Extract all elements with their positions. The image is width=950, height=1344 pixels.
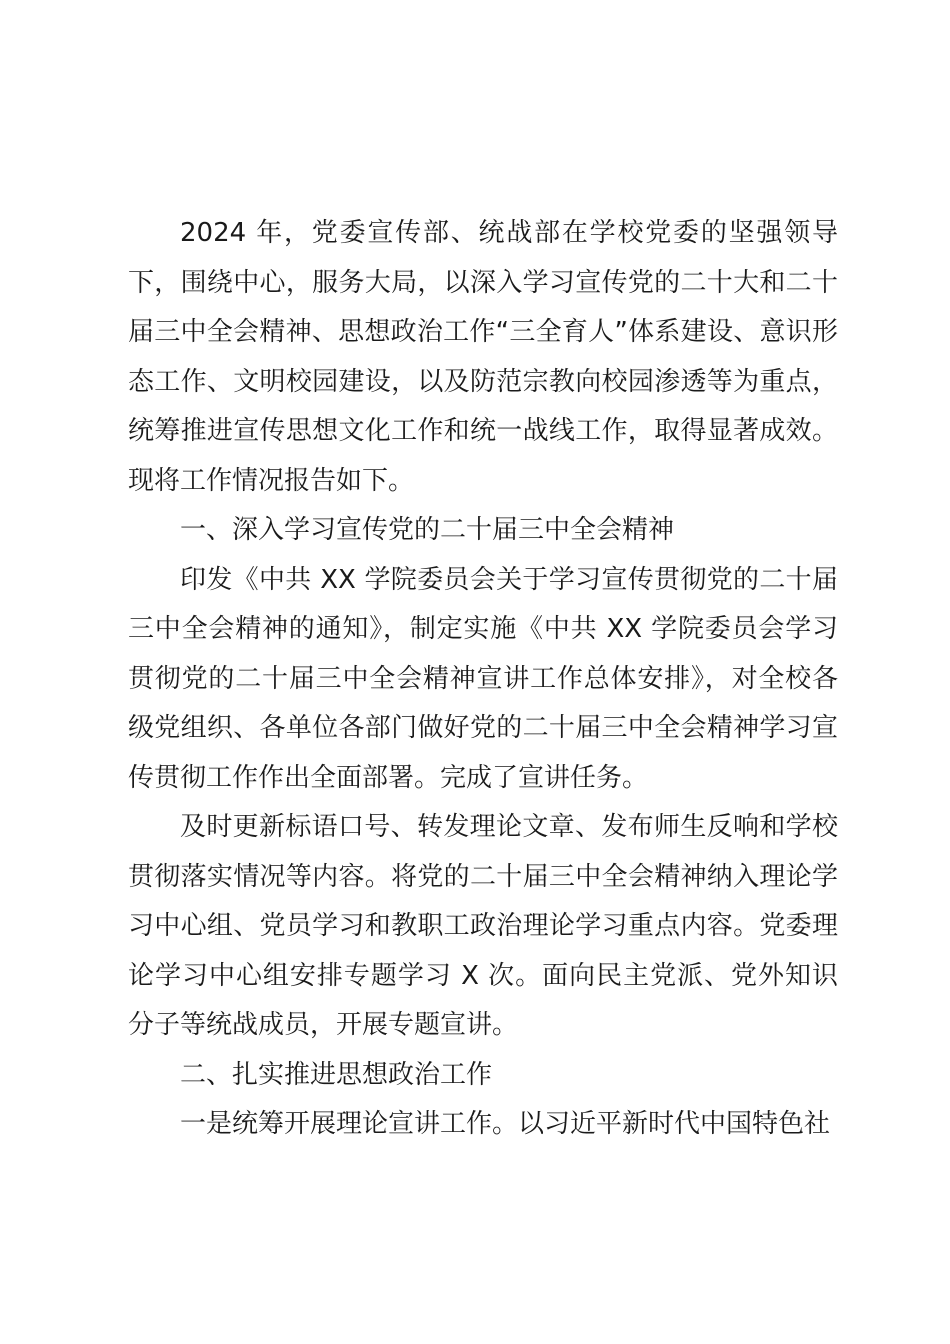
body-paragraph: 及时更新标语口号、转发理论文章、发布师生反响和学校贯彻落实情况等内容。将党的二十届三中全会精神纳入理论学习中心组、党员学习和教职工政治理论学习重点内容。党委理论学习中心组安排专题学习 X 次。面向民主党派、党外知识分子等统战成员，开展专题宣讲。 xyxy=(128,812,838,1040)
document-body xyxy=(128,209,838,1150)
body-paragraph: 印发《中共 XX 学院委员会关于学习宣传贯彻党的二十届三中全会精神的通知》，制定实施《中共 XX 学院委员会学习贯彻党的二十届三中全会精神宣讲工作总体安排》，对全校各级党组织、各单位各部门做好党的二十届三中全会精神学习宣传贯彻工作作出全面部署。完成了宣讲任务。 xyxy=(128,564,838,793)
section-heading-2: 二、扎实推进思想政治工作 xyxy=(180,1059,493,1090)
body-paragraph: 一是统筹开展理论宣讲工作。以习近平新时代中国特色社 xyxy=(180,1109,831,1139)
intro-paragraph: 2024 年，党委宣传部、统战部在学校党委的坚强领导下，围绕中心，服务大局，以深入学习宣传党的二十大和二十届三中全会精神、思想政治工作“三全育人”体系建设、意识形态工作、文明校园建设，以及防范宗教向校园渗透等为重点，统筹推进宣传思想文化工作和统一战线工作，取得显著成效。现将工作情况报告如下。 xyxy=(128,218,838,496)
section-heading-1: 一、深入学习宣传党的二十届三中全会精神 xyxy=(180,515,675,545)
